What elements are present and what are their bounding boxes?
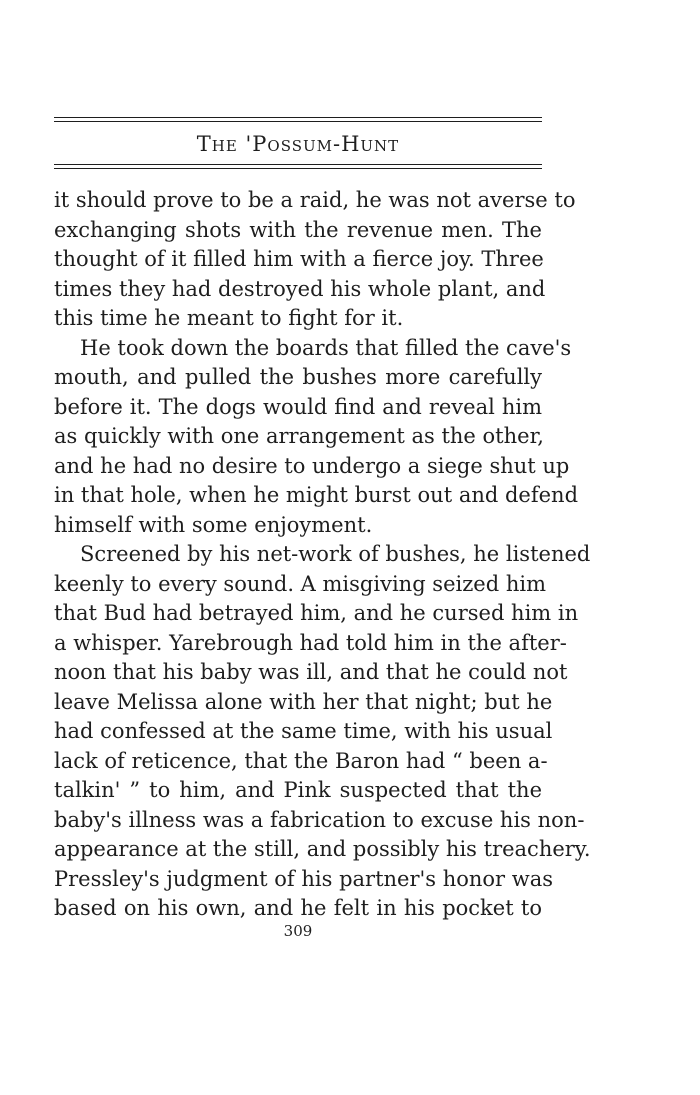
page-number: 309 bbox=[283, 922, 313, 940]
text-line: lack of reticence, that the Baron had “ been a- bbox=[54, 748, 548, 773]
text-line: had confessed at the same time, with his usual bbox=[54, 719, 553, 743]
text-line: baby's illness was a fabrication to excuse his non- bbox=[54, 807, 585, 832]
text-line: that Bud had betrayed him, and he cursed him in bbox=[54, 601, 579, 625]
text-line: this time he meant to fight for it. bbox=[54, 306, 404, 330]
text-line: exchanging shots with the revenue men. The bbox=[54, 217, 542, 242]
text-line: as quickly with one arrangement as the other, bbox=[54, 424, 544, 448]
text-line: thought of it filled him with a fierce joy. Three bbox=[54, 247, 544, 271]
text-line: leave Melissa alone with her that night; but he bbox=[54, 689, 553, 714]
text-line: based on his own, and he felt in his pocket to bbox=[54, 896, 542, 920]
running-title: The 'Possum-Hunt bbox=[196, 132, 400, 156]
text-line: before it. The dogs would find and reveal him bbox=[54, 394, 542, 419]
text-line: appearance at the still, and possibly his treachery. bbox=[54, 837, 591, 861]
text-line: noon that his baby was ill, and that he could not bbox=[54, 660, 568, 684]
text-line: himself with some enjoyment. bbox=[54, 512, 373, 537]
header-rule-top-inner bbox=[54, 121, 542, 122]
header-rule-bottom-inner bbox=[54, 164, 542, 165]
text-line: He took down the boards that filled the cave's bbox=[80, 335, 572, 360]
header-rule-bottom bbox=[54, 168, 542, 169]
text-line: in that hole, when he might burst out and defend bbox=[54, 483, 579, 507]
text-line: and he had no desire to undergo a siege shut up bbox=[54, 453, 570, 478]
text-line: keenly to every sound. A misgiving seized him bbox=[54, 571, 546, 596]
body-text bbox=[54, 186, 591, 924]
text-line: Pressley's judgment of his partner's honor was bbox=[54, 866, 554, 891]
text-line: times they had destroyed his whole plant, and bbox=[54, 276, 546, 301]
text-line: mouth, and pulled the bushes more carefully bbox=[54, 365, 542, 389]
text-line: it should prove to be a raid, he was not averse to bbox=[54, 188, 576, 212]
text-line: talkin' ” to him, and Pink suspected that the bbox=[54, 778, 542, 802]
text-line: Screened by his net-work of bushes, he listened bbox=[80, 542, 591, 566]
text-line: a whisper. Yarebrough had told him in the after- bbox=[54, 630, 567, 655]
header-rule-top bbox=[54, 117, 542, 118]
